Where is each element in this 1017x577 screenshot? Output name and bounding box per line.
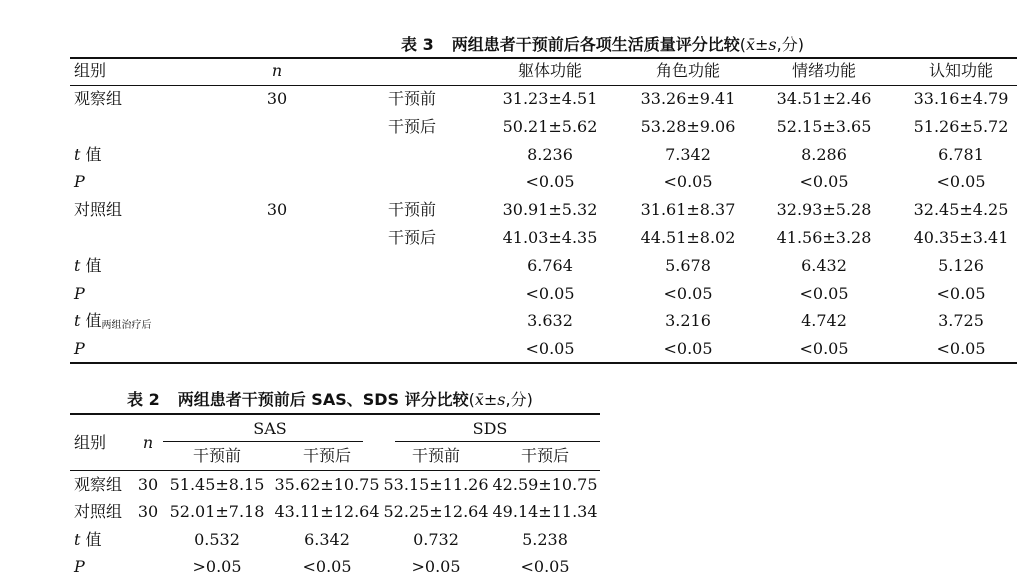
stat-subscript: 两组治疗后 [101, 320, 152, 331]
table3-cell: 32.93±5.28 [776, 200, 872, 219]
table2-cell: 52.01±7.18 [169, 502, 265, 521]
table3-top-rule [70, 57, 1017, 59]
stat-symbol: t [74, 256, 81, 275]
stat-symbol: t [74, 311, 81, 330]
table3-stat-label [74, 311, 152, 336]
table3-cell: 50.21±5.62 [502, 117, 598, 136]
table3-cell: 5.678 [665, 256, 711, 275]
stat-label: 值 [80, 145, 102, 164]
table2-header-sas-after: 干预后 [302, 446, 352, 465]
table3-cell: <0.05 [799, 339, 849, 358]
table3-cell: <0.05 [663, 172, 713, 191]
table3-cell: <0.05 [525, 284, 575, 303]
stat-symbol: P [74, 172, 85, 191]
table3-cell: 52.15±3.65 [776, 117, 872, 136]
table2-cell: 53.15±11.26 [383, 475, 489, 494]
table2-header-sas: SAS [253, 419, 287, 438]
table2-cell: 49.14±11.34 [492, 502, 598, 521]
table3-header-cognitive: 认知功能 [928, 61, 994, 80]
table3-cell: <0.05 [799, 284, 849, 303]
table2-cell: 35.62±10.75 [274, 475, 380, 494]
table2-stat-label [74, 557, 85, 577]
table3-cell: 32.45±4.25 [913, 200, 1009, 219]
table2-cell: 52.25±12.64 [383, 502, 489, 521]
table3-cell: 5.126 [938, 256, 984, 275]
table3-cell: 8.236 [527, 145, 573, 164]
table3-cell: 3.216 [665, 311, 711, 330]
table3-number: 表 3 [401, 35, 434, 54]
table3-cell: 51.26±5.72 [913, 117, 1009, 136]
table3-cell: <0.05 [936, 172, 986, 191]
table3-stat-label [74, 172, 85, 192]
table3-cell: 53.28±9.06 [640, 117, 736, 136]
table3-row-time: 干预后 [388, 117, 437, 136]
stat-symbol: P [74, 339, 85, 358]
table2-header-sas-before: 干预前 [192, 446, 242, 465]
table3-stat-label [74, 145, 102, 165]
table3-header-n: n [271, 61, 283, 80]
stat-label: 值 [80, 530, 102, 549]
table2-title: 两组患者干预前后 SAS、SDS 评分比较 [177, 390, 469, 409]
table3-cell: 31.61±8.37 [640, 200, 736, 219]
table3-cell: <0.05 [525, 172, 575, 191]
table3-row-time: 干预前 [388, 89, 437, 108]
table2-number: 表 2 [127, 390, 160, 409]
table2-caption [127, 390, 533, 410]
table3-stat-label [74, 339, 85, 359]
table2-row-n: 30 [137, 502, 159, 521]
table3-cell: 6.764 [527, 256, 573, 275]
table3-caption [401, 35, 804, 55]
table2-cell: <0.05 [302, 557, 352, 576]
table2-unit: (x̄±s,分) [468, 390, 533, 409]
table3-header-physical: 躯体功能 [517, 61, 583, 80]
table3-cell: 7.342 [665, 145, 711, 164]
table3-cell: 6.432 [801, 256, 847, 275]
table3-cell: 40.35±3.41 [913, 228, 1009, 247]
table2-header-group: 组别 [74, 433, 107, 452]
table3-header-role: 角色功能 [655, 61, 721, 80]
table3-cell: <0.05 [663, 339, 713, 358]
table3-row-time: 干预后 [388, 228, 437, 247]
table3-header-rule [70, 85, 1017, 86]
table2-stat-label [74, 530, 102, 550]
table2-sds-subrule [395, 441, 600, 442]
table3-cell: <0.05 [663, 284, 713, 303]
table3-row-time: 干预前 [388, 200, 437, 219]
table3-row-group: 对照组 [74, 200, 123, 219]
table2-row-n: 30 [137, 475, 159, 494]
table3-cell: 3.725 [938, 311, 984, 330]
table2-cell: <0.05 [520, 557, 570, 576]
table3-stat-label [74, 284, 85, 304]
table3-cell: 33.16±4.79 [913, 89, 1009, 108]
table3-unit: (x̄±s,分) [739, 35, 804, 54]
table2-header-sds-after: 干预后 [520, 446, 570, 465]
table2-sas-subrule [163, 441, 363, 442]
table2-row-group: 对照组 [74, 502, 123, 521]
table3-header-group: 组别 [74, 61, 107, 80]
table3-cell: 3.632 [527, 311, 573, 330]
table2-header-n: n [142, 433, 154, 452]
table3-cell: <0.05 [799, 172, 849, 191]
table2-row-group: 观察组 [74, 475, 123, 494]
stat-label: 值 [80, 311, 102, 330]
table3-cell: 6.781 [938, 145, 984, 164]
table3-cell: 34.51±2.46 [776, 89, 872, 108]
table3-cell: <0.05 [936, 339, 986, 358]
table3-cell: 31.23±4.51 [502, 89, 598, 108]
table3-cell: 41.56±3.28 [776, 228, 872, 247]
table2-cell: 5.238 [522, 530, 568, 549]
table3-cell: 4.742 [801, 311, 847, 330]
table3-bottom-rule [70, 362, 1017, 364]
table3-stat-label [74, 256, 102, 276]
table3-cell: <0.05 [525, 339, 575, 358]
table3-row-n: 30 [266, 89, 288, 108]
table2-header-sds: SDS [472, 419, 508, 438]
table3-title: 两组患者干预前后各项生活质量评分比较 [451, 35, 740, 54]
table3-cell: 33.26±9.41 [640, 89, 736, 108]
table2-cell: 43.11±12.64 [274, 502, 380, 521]
table3-row-group: 观察组 [74, 89, 123, 108]
table3-cell: 44.51±8.02 [640, 228, 736, 247]
table2-cell: 42.59±10.75 [492, 475, 598, 494]
stat-symbol: P [74, 557, 85, 576]
table2-cell: 0.532 [194, 530, 240, 549]
stat-symbol: P [74, 284, 85, 303]
table3-header-emotional: 情绪功能 [791, 61, 857, 80]
table2-header-sds-before: 干预前 [411, 446, 461, 465]
stat-symbol: t [74, 530, 81, 549]
table3-cell: <0.05 [936, 284, 986, 303]
table2-cell: >0.05 [192, 557, 242, 576]
table3-cell: 41.03±4.35 [502, 228, 598, 247]
table3-cell: 30.91±5.32 [502, 200, 598, 219]
stat-label: 值 [80, 256, 102, 275]
table2-top-rule [70, 413, 600, 415]
table3-row-n: 30 [266, 200, 288, 219]
table2-header-rule [70, 470, 600, 471]
table2-cell: 0.732 [413, 530, 459, 549]
table2-cell: >0.05 [411, 557, 461, 576]
table3-cell: 8.286 [801, 145, 847, 164]
table2-cell: 6.342 [304, 530, 350, 549]
table2-cell: 51.45±8.15 [169, 475, 265, 494]
stat-symbol: t [74, 145, 81, 164]
